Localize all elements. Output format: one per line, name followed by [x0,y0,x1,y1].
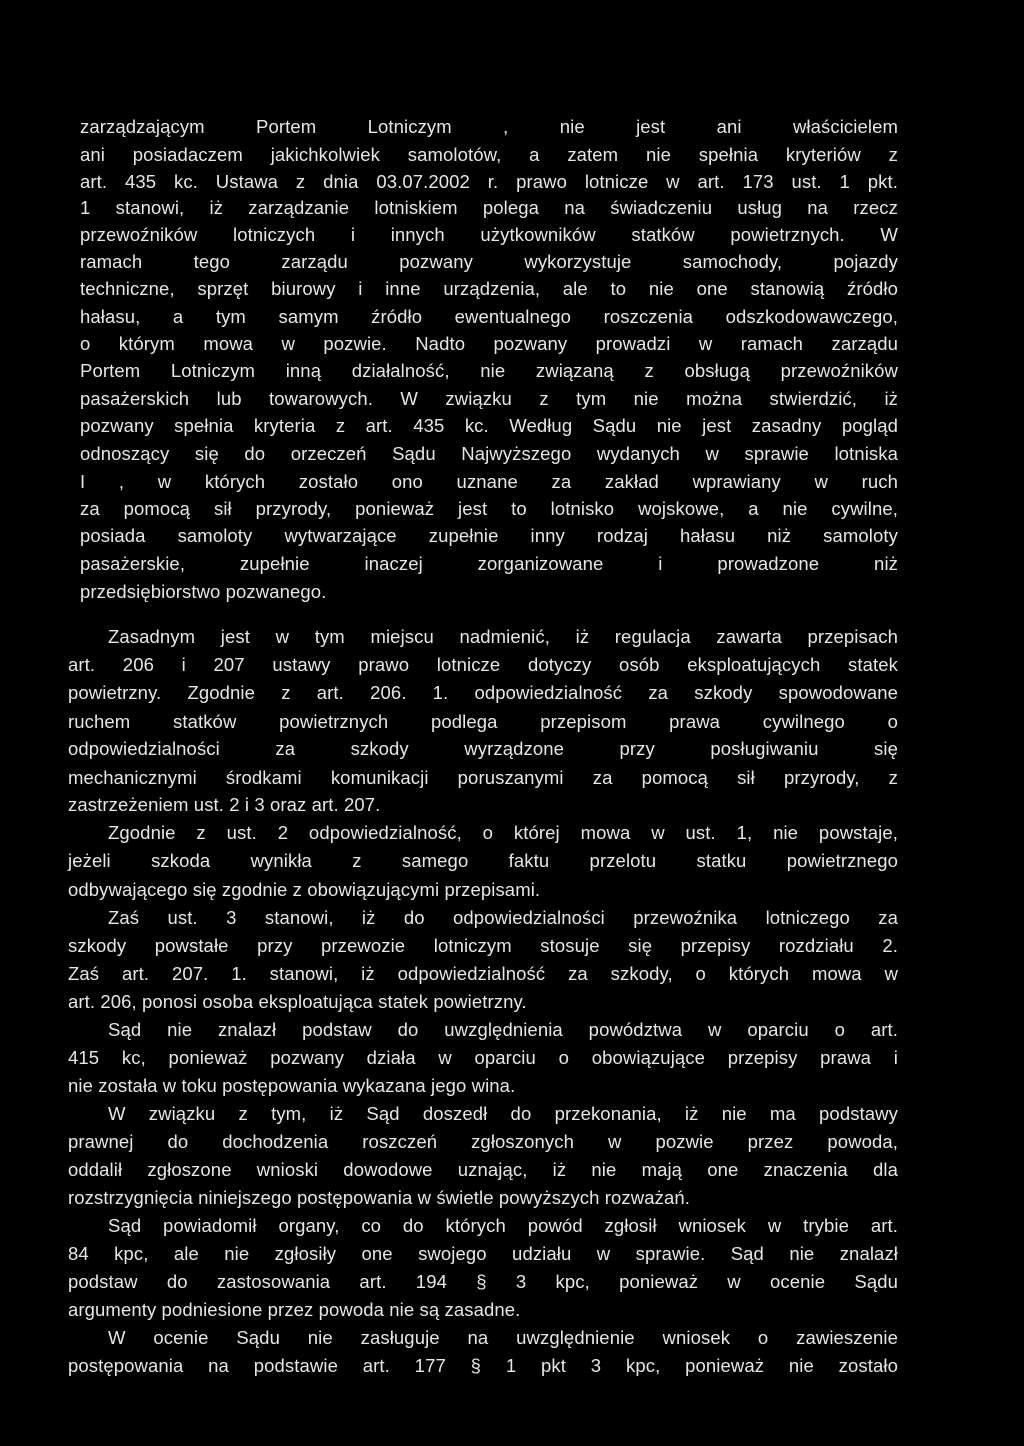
text-line: podstaw do zastosowania art. 194 § 3 kpc, ponieważ w ocenie Sądu [68,1271,898,1292]
text-line: W ocenie Sądu nie zasługuje na uwzględnienie wniosek o zawieszenie [108,1327,898,1348]
text-line: argumenty podniesione przez powoda nie są zasadne. [68,1299,521,1320]
text-line: Sąd nie znalazł podstaw do uwzględnienia powództwa w oparciu o art. [108,1019,898,1040]
text-line: art. 206 i 207 ustawy prawo lotnicze dotyczy osób eksploatujących statek [68,654,898,675]
text-line: posiada samoloty wytwarzające zupełnie inny rodzaj hałasu niż samoloty [80,525,898,546]
text-line: 1 stanowi, iż zarządzanie lotniskiem polega na świadczeniu usług na rzecz [80,197,898,218]
text-line: odpowiedzialności za szkody wyrządzone przy posługiwaniu się [68,738,898,759]
text-line: mechanicznymi środkami komunikacji poruszanymi za pomocą sił przyrody, z [68,767,898,788]
text-line: postępowania na podstawie art. 177 § 1 pkt 3 kpc, ponieważ nie zostało [68,1355,898,1376]
text-line: art. 206, ponosi osoba eksploatująca statek powietrzny. [68,991,527,1012]
text-line: hałasu, a tym samym źródło ewentualnego roszczenia odszkodowawczego, [80,306,898,327]
text-line: przewoźników lotniczych i innych użytkowników statków powietrznych. W [80,224,898,245]
text-line: pasażerskie, zupełnie inaczej zorganizowane i prowadzone niż [80,553,898,574]
text-line: szkody powstałe przy przewozie lotniczym stosuje się przepisy rozdziału 2. [68,935,898,956]
text-line: za pomocą sił przyrody, ponieważ jest to lotnisko wojskowe, a nie cywilne, [80,498,898,519]
text-line: I , w których zostało ono uznane za zakład wprawiany w ruch [80,471,898,492]
text-line: Zgodnie z ust. 2 odpowiedzialność, o której mowa w ust. 1, nie powstaje, [108,822,898,843]
text-line: prawnej do dochodzenia roszczeń zgłoszonych w pozwie przez powoda, [68,1131,898,1152]
text-line: Zaś ust. 3 stanowi, iż do odpowiedzialności przewoźnika lotniczego za [108,907,898,928]
text-line: o którym mowa w pozwie. Nadto pozwany prowadzi w ramach zarządu [80,333,898,354]
text-line: zarządzającym Portem Lotniczym , nie jest ani właścicielem [80,116,898,137]
text-line: W związku z tym, iż Sąd doszedł do przekonania, iż nie ma podstawy [108,1103,898,1124]
text-line: 84 kpc, ale nie zgłosiły one swojego udziału w sprawie. Sąd nie znalazł [68,1243,898,1264]
text-line: odnoszący się do orzeczeń Sądu Najwyższego wydanych w sprawie lotniska [80,443,898,464]
text-line: techniczne, sprzęt biurowy i inne urządzenia, ale to nie one stanowią źródło [80,278,898,299]
text-line: 415 kc, ponieważ pozwany działa w oparciu o obowiązujące przepisy prawa i [68,1047,898,1068]
text-line: art. 435 kc. Ustawa z dnia 03.07.2002 r. prawo lotnicze w art. 173 ust. 1 pkt. [80,171,898,192]
text-line: Sąd powiadomił organy, co do których powód zgłosił wniosek w trybie art. [108,1215,898,1236]
text-line: ramach tego zarządu pozwany wykorzystuje samochody, pojazdy [80,251,898,272]
text-line: Zasadnym jest w tym miejscu nadmienić, iż regulacja zawarta przepisach [108,626,898,647]
text-line: oddalił zgłoszone wnioski dowodowe uznając, iż nie mają one znaczenia dla [68,1159,898,1180]
text-line: zastrzeżeniem ust. 2 i 3 oraz art. 207. [68,794,381,815]
text-line: pozwany spełnia kryteria z art. 435 kc. Według Sądu nie jest zasadny pogląd [80,415,898,436]
text-line: pasażerskich lub towarowych. W związku z tym nie można stwierdzić, iż [80,388,898,409]
text-line: jeżeli szkoda wynikła z samego faktu przelotu statku powietrznego [68,850,898,871]
text-line: nie została w toku postępowania wykazana jego wina. [68,1075,516,1096]
text-line: przedsiębiorstwo pozwanego. [80,581,327,602]
text-line: ruchem statków powietrznych podlega przepisom prawa cywilnego o [68,711,898,732]
text-line: Zaś art. 207. 1. stanowi, iż odpowiedzialność za szkody, o których mowa w [68,963,898,984]
text-line: rozstrzygnięcia niniejszego postępowania w świetle powyższych rozważań. [68,1187,690,1208]
text-line: powietrzny. Zgodnie z art. 206. 1. odpowiedzialność za szkody spowodowane [68,682,898,703]
text-line: ani posiadaczem jakichkolwiek samolotów, a zatem nie spełnia kryteriów z [80,144,898,165]
text-line: odbywającego się zgodnie z obowiązującymi przepisami. [68,879,541,900]
text-line: Portem Lotniczym inną działalność, nie związaną z obsługą przewoźników [80,360,898,381]
